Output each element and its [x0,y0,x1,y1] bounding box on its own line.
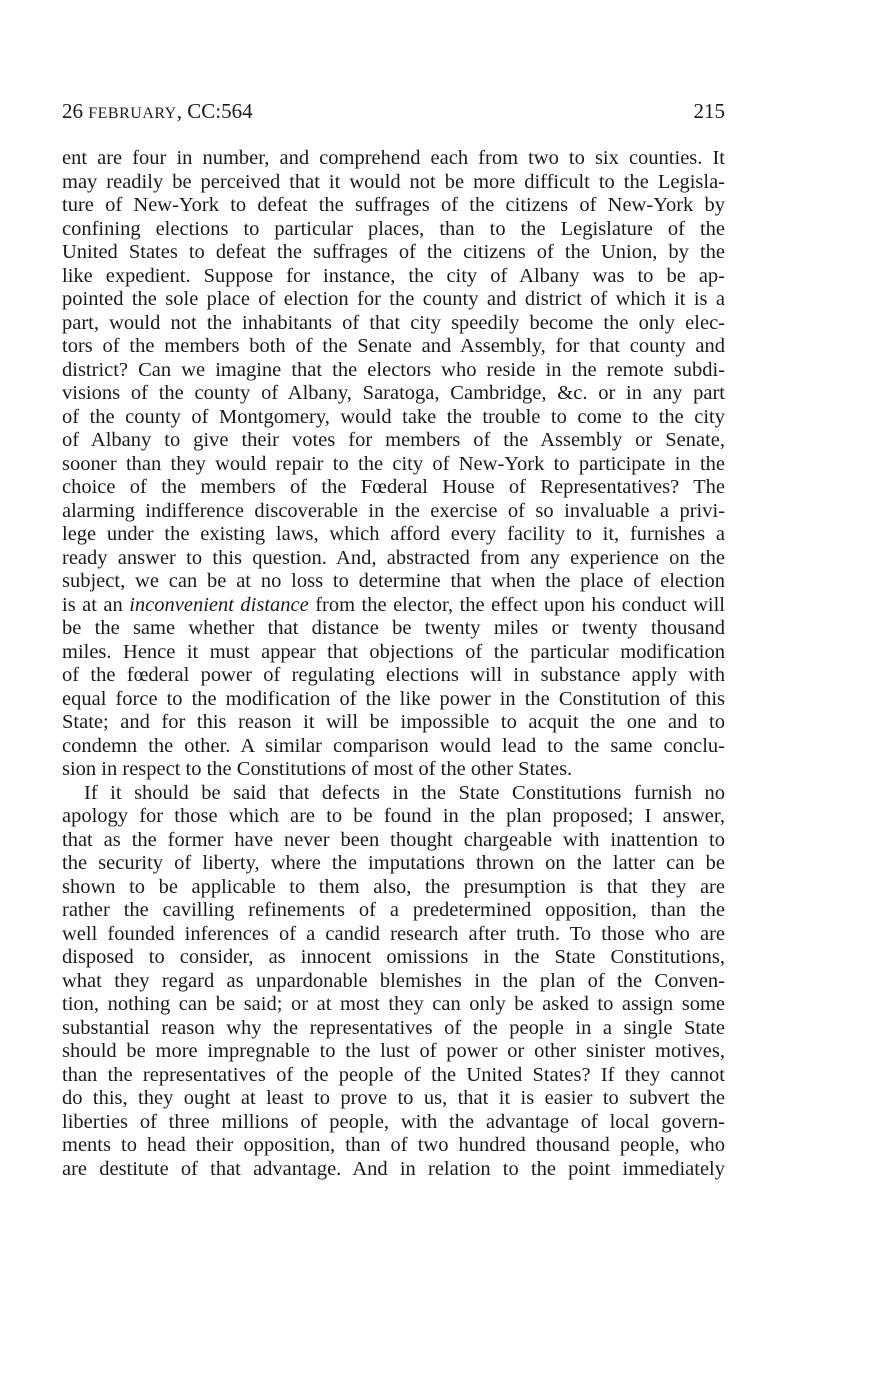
text-line: be the same whether that distance be twenty miles or twenty thousand [62,617,725,639]
text-line: substantial reason why the representatives of the people in a single State [62,1016,725,1039]
date-number: 26 [62,99,89,123]
text-line: pointed the sole place of election for the county and district of which it is a [62,288,725,310]
text-line: ments to head their opposition, than of two hundred thousand people, who [62,1134,725,1156]
paragraph-1 [62,147,725,782]
text-line: United States to defeat the suffrages of the citizens of the Union, by the [62,241,725,263]
page-number: 215 [693,99,725,123]
text-line: If it should be said that defects in the State Constitutions furnish no [84,781,725,804]
text-line: the security of liberty, where the imputations thrown on the latter can be [62,852,725,874]
text-line: sion in respect to the Constitutions of most of the other States. [62,758,573,780]
text-line: miles. Hence it must appear that objections of the particular modification [62,640,725,663]
text-line: are destitute of that advantage. And in relation to the point immediately [62,1157,725,1180]
text-line: apology for those which are to be found in the plan proposed; I answer, [62,805,725,827]
text-line: lege under the existing laws, which afford every facility to it, furnishes a [62,523,725,545]
text-line: rather the cavilling refinements of a predetermined opposition, than the [62,899,725,921]
text-line: disposed to consider, as innocent omissions in the State Constitutions, [62,946,725,968]
text-line: of Albany to give their votes for members of the Assembly or Senate, [62,429,725,451]
text-line: of the fœderal power of regulating elections will in substance apply with [62,664,725,686]
paragraph-2 [62,782,725,1182]
text-segment: from the elector, the effect upon his conduct will [308,593,725,616]
text-line: do this, they ought at least to prove to us, that it is easier to subvert the [62,1087,725,1109]
text-line: tors of the members both of the Senate and Assembly, for that county and [62,335,725,357]
text-line: sooner than they would repair to the city of New-York to participate in the [62,452,725,475]
text-line: shown to be applicable to them also, the presumption is that they are [62,875,725,898]
text-line: of the county of Montgomery, would take the trouble to come to the city [62,405,725,428]
emphasized-phrase: inconvenient distance [129,593,309,616]
text-line: that as the former have never been thought chargeable with inattention to [62,828,725,851]
body-text [62,147,725,1181]
text-line: choice of the members of the Fœderal House of Representatives? The [62,476,725,498]
document-citation: , CC:564 [176,99,253,123]
running-head [62,96,725,126]
text-line: confining elections to particular places, than to the Legislature of the [62,217,725,240]
text-line: visions of the county of Albany, Saratoga, Cambridge, &c. or in any part [62,382,725,404]
text-line: what they regard as unpardonable blemishes in the plan of the Conven- [62,969,725,992]
text-line: alarming indifference discoverable in the exercise of so invaluable a privi- [62,499,725,522]
text-line: condemn the other. A similar comparison would lead to the same conclu- [62,734,725,757]
text-line: like expedient. Suppose for instance, the city of Albany was to be ap- [62,264,725,287]
text-line: subject, we can be at no loss to determine that when the place of election [62,570,725,592]
text-line: well founded inferences of a candid research after truth. To those who are [62,922,725,945]
text-line: may readily be perceived that it would not be more difficult to the Legisla- [62,170,725,193]
text-line-with-emphasis [62,594,725,618]
text-line: part, would not the inhabitants of that city speedily become the only elec- [62,311,725,334]
text-line: district? Can we imagine that the electors who reside in the remote subdi- [62,358,725,381]
text-line: ent are four in number, and comprehend each from two to six counties. It [62,147,725,169]
text-line: equal force to the modification of the like power in the Constitution of this [62,687,725,710]
text-line: ture of New-York to defeat the suffrages of the citizens of New-York by [62,194,725,216]
text-line: ready answer to this question. And, abstracted from any experience on the [62,546,725,569]
text-line: than the representatives of the people of the United States? If they cannot [62,1063,725,1086]
text-line: State; and for this reason it will be impossible to acquit the one and to [62,711,725,733]
text-line: tion, nothing can be said; or at most they can only be asked to assign some [62,993,725,1015]
text-segment: is at an [62,593,130,616]
text-line: should be more impregnable to the lust of power or other sinister motives, [62,1040,725,1062]
date-month: FEBRUARY [88,105,177,122]
document-page [62,96,725,1181]
running-head-citation [62,96,253,129]
text-line: liberties of three millions of people, with the advantage of local govern- [62,1110,725,1133]
